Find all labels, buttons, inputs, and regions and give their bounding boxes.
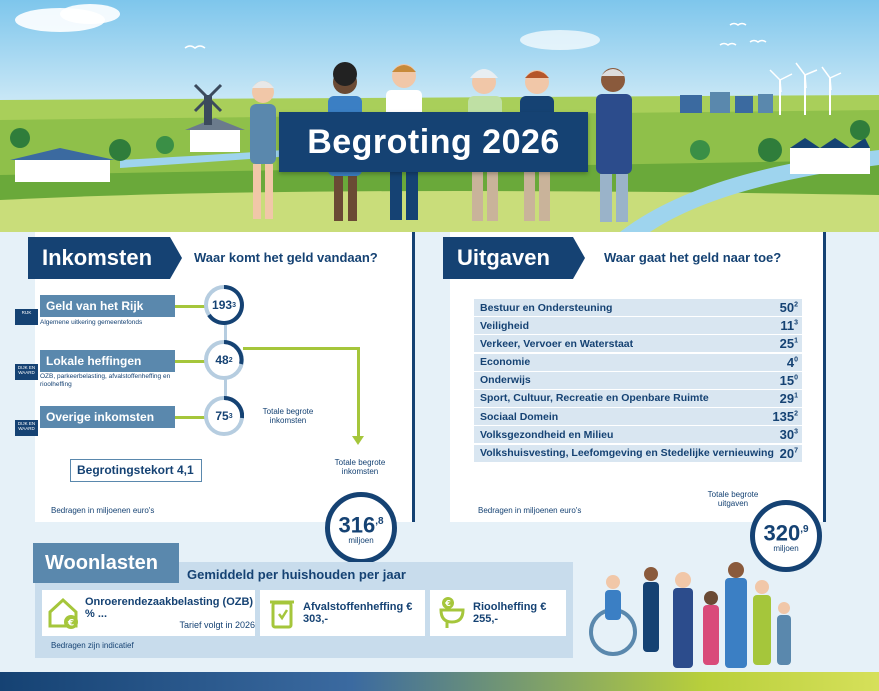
- dijk-en-waard-logo-icon: DIJK EN WAARD: [15, 420, 38, 436]
- table-row: [474, 354, 802, 371]
- income-sub-lokaal: OZB, parkeerbelasting, afvalstoffenheffing en rioolheffing: [40, 373, 171, 388]
- uitgaven-row-integer: 11: [780, 318, 795, 334]
- uitgaven-row-integer: 30: [779, 427, 795, 443]
- connector-line: [175, 305, 205, 308]
- inkomsten-total-label: Totale begrote inkomsten: [334, 458, 386, 476]
- uitgaven-row-decimal: 3: [794, 428, 798, 436]
- income-share-arc: [204, 340, 244, 380]
- inkomsten-total-value: 316: [338, 512, 376, 538]
- income-sub-rijk: Algemene uitkering gemeentefonds: [40, 319, 143, 326]
- uitgaven-row-decimal: 1: [794, 338, 798, 346]
- uitgaven-row-value: [787, 355, 798, 370]
- income-decimal-overig: 3: [228, 412, 233, 420]
- connector-line: [243, 347, 360, 350]
- woonlasten-heading: Woonlasten: [33, 543, 179, 583]
- uitgaven-row-label: Economie: [480, 356, 531, 369]
- income-label-lokaal: Lokale heffingen: [40, 350, 175, 372]
- uitgaven-row-integer: 15: [779, 372, 795, 388]
- uitgaven-row-value: [780, 427, 798, 442]
- total-mid-label: Totale begrote inkomsten: [262, 407, 314, 425]
- uitgaven-row-decimal: 3: [794, 319, 798, 327]
- uitgaven-row-decimal: 0: [794, 356, 798, 364]
- uitgaven-row-label: Volksgezondheid en Milieu: [480, 428, 614, 441]
- uitgaven-row-value: [780, 391, 798, 406]
- connector-line: [175, 360, 205, 363]
- page-title: Begroting 2026: [279, 112, 588, 172]
- table-row: [474, 390, 802, 407]
- income-value-overig: 75: [215, 409, 229, 423]
- uitgaven-row-label: Onderwijs: [480, 374, 531, 387]
- begrotingstekort-box: Begrotingstekort 4,1: [70, 459, 202, 482]
- woon-card-afval-label: Afvalstoffenheffing € 303,-: [303, 601, 413, 625]
- uitgaven-row-decimal: 2: [794, 301, 798, 309]
- inkomsten-heading: Inkomsten: [28, 237, 170, 279]
- income-value-lokaal: 48: [215, 353, 229, 367]
- income-label-rijk: Geld van het Rijk: [40, 295, 175, 317]
- inkomsten-total-circle: $316^{,8}$ miljoen: [325, 492, 397, 564]
- income-decimal-lokaal: 2: [228, 356, 233, 364]
- uitgaven-row-integer: 135: [772, 409, 795, 425]
- uitgaven-total-label: Totale begrote uitgaven: [707, 490, 759, 508]
- table-row: [474, 335, 802, 352]
- uitgaven-question: Waar gaat het geld naar toe?: [604, 250, 782, 265]
- dijk-en-waard-logo-icon: DIJK EN WAARD: [15, 364, 38, 380]
- uitgaven-heading: Uitgaven: [443, 237, 573, 279]
- woon-card-ozb: [42, 590, 255, 636]
- woonlasten-sub: Gemiddeld per huishouden per jaar: [187, 567, 406, 582]
- income-decimal-rijk: 3: [232, 301, 236, 309]
- uitgaven-total-circle: $320^{,9}$ miljoen: [750, 500, 822, 572]
- woon-card-ozb-label: Onroerendezaakbelasting (OZB) % ...: [85, 596, 254, 620]
- uitgaven-table: [474, 299, 802, 463]
- uitgaven-row-integer: 20: [779, 445, 795, 461]
- table-row: [474, 445, 802, 462]
- uitgaven-row-value: [780, 300, 798, 315]
- uitgaven-row-value: [780, 446, 798, 461]
- connector-line: [175, 416, 205, 419]
- income-share-arc: [204, 285, 244, 325]
- hero-illustration: [0, 0, 879, 232]
- house-euro-icon: [47, 596, 81, 630]
- arrow-down-icon: [352, 436, 364, 445]
- people-illustration: [585, 560, 810, 672]
- uitgaven-row-integer: 25: [779, 336, 795, 352]
- income-share-arc: [204, 396, 244, 436]
- income-label-overig: Overige inkomsten: [40, 406, 175, 428]
- uitgaven-total-unit: miljoen: [773, 544, 799, 554]
- uitgaven-row-integer: 29: [779, 390, 795, 406]
- table-row: [474, 426, 802, 443]
- table-row: [474, 408, 802, 425]
- connector-line: [357, 347, 360, 439]
- uitgaven-row-value: [772, 409, 798, 424]
- woon-card-afval: [260, 590, 425, 636]
- uitgaven-row-decimal: 1: [794, 392, 798, 400]
- uitgaven-row-decimal: 7: [794, 447, 798, 455]
- woon-card-riool: [430, 590, 566, 636]
- woonlasten-note: Bedragen zijn indicatief: [51, 641, 134, 650]
- uitgaven-row-value: [780, 318, 798, 333]
- uitgaven-row-integer: 4: [786, 354, 795, 370]
- waste-bin-icon: [265, 596, 299, 630]
- uitgaven-row-label: Volkshuisvesting, Leefomgeving en Stedelijke vernieuwing: [480, 447, 774, 459]
- uitgaven-row-label: Sport, Cultuur, Recreatie en Openbare Ruimte: [480, 392, 709, 405]
- income-value-rijk: 193: [212, 298, 233, 312]
- uitgaven-row-label: Sociaal Domein: [480, 410, 559, 423]
- rijk-logo-icon: RIJK: [15, 309, 38, 325]
- uitgaven-row-value: [780, 373, 798, 388]
- uitgaven-row-label: Verkeer, Vervoer en Waterstaat: [480, 337, 634, 350]
- inkomsten-total-unit: miljoen: [348, 536, 374, 546]
- uitgaven-row-decimal: 0: [794, 374, 798, 382]
- uitgaven-row-label: Bestuur en Ondersteuning: [480, 301, 613, 314]
- uitgaven-row-value: [780, 336, 798, 351]
- uitgaven-row-integer: 50: [779, 300, 795, 315]
- uitgaven-row-decimal: 2: [794, 410, 798, 418]
- inkomsten-question: Waar komt het geld vandaan?: [194, 250, 378, 265]
- svg-text:€: €: [445, 599, 451, 608]
- uitgaven-total-value: 320: [763, 520, 801, 546]
- inkomsten-note: Bedragen in miljoenen euro's: [51, 506, 155, 515]
- table-row: [474, 372, 802, 389]
- footer-bar: [0, 672, 879, 691]
- inkomsten-total-decimal: 8: [377, 515, 384, 527]
- woon-card-ozb-sub: Tarief volgt in 2026: [179, 620, 255, 630]
- uitgaven-note: Bedragen in miljoenen euro's: [478, 506, 582, 515]
- svg-text:€: €: [67, 618, 75, 629]
- toilet-euro-icon: [435, 596, 469, 630]
- uitgaven-row-label: Veiligheid: [480, 319, 530, 332]
- table-row: [474, 299, 802, 316]
- table-row: [474, 317, 802, 334]
- uitgaven-total-decimal: 9: [802, 523, 809, 535]
- woon-card-riool-label: Rioolheffing € 255,-: [473, 601, 547, 625]
